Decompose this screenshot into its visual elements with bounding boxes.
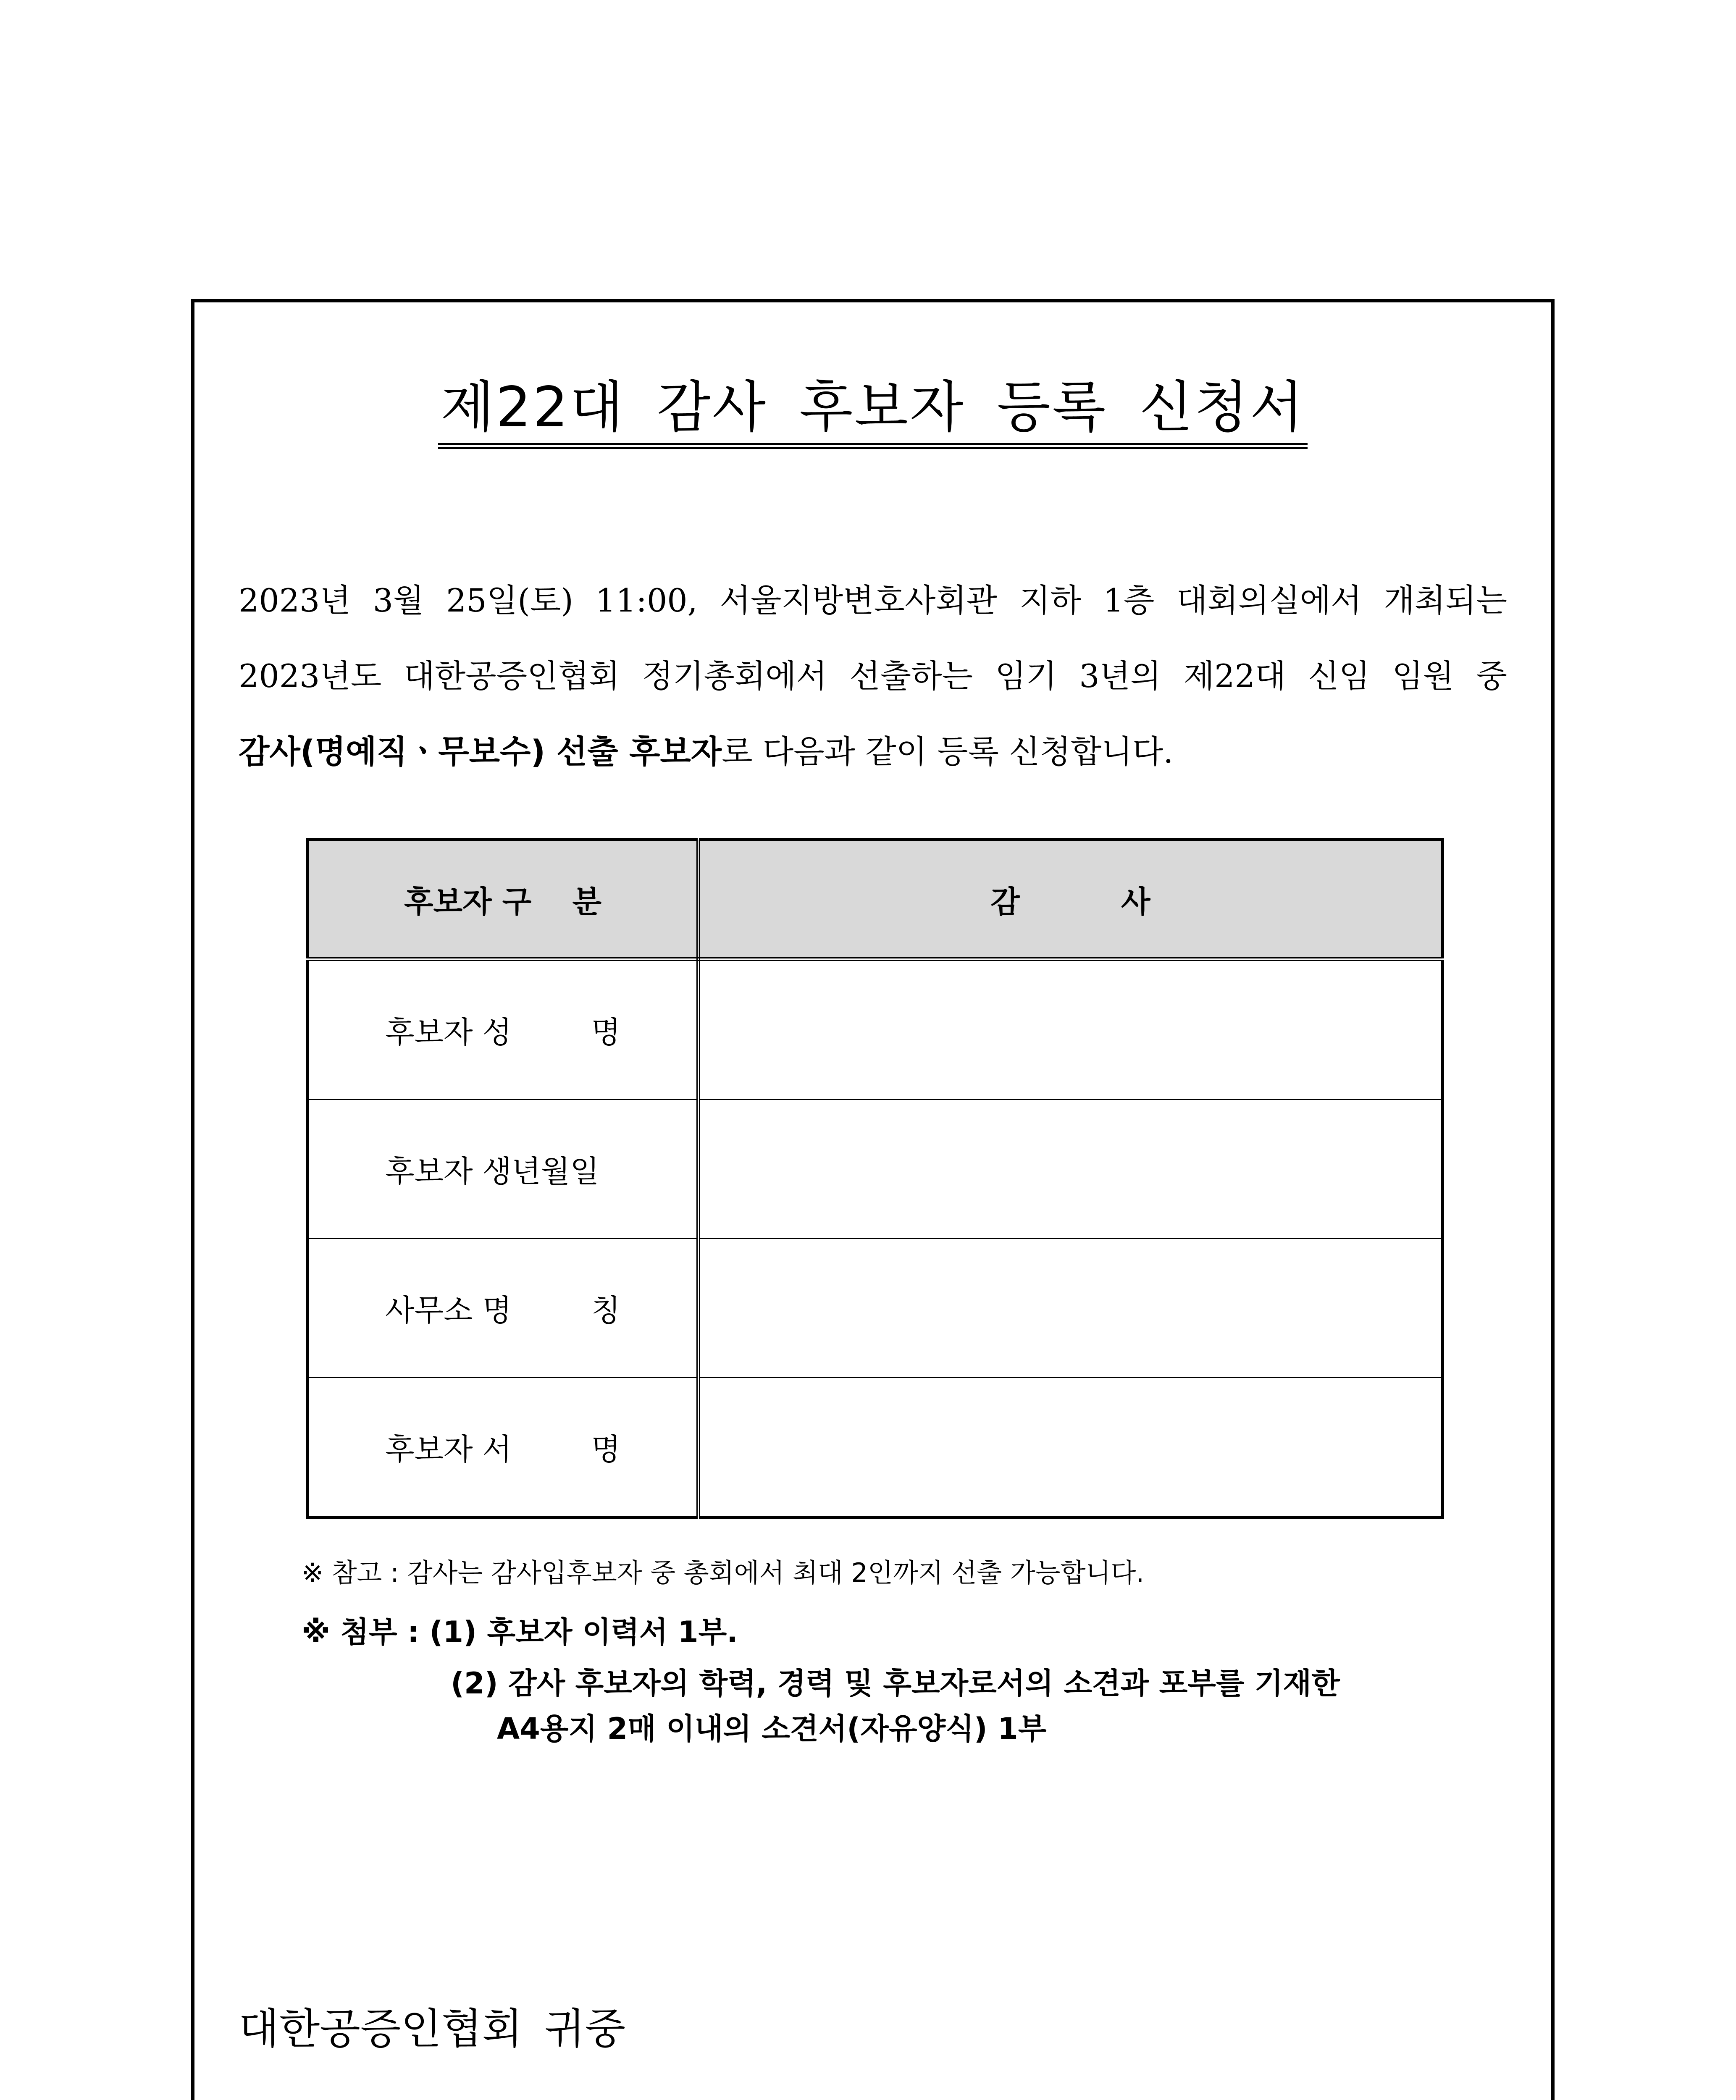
header-value-a: 감: [990, 884, 1020, 919]
intro-paragraph: [239, 563, 1507, 790]
header-label-b: 분: [572, 884, 601, 919]
row-label-a: 후보자 성: [385, 1015, 512, 1050]
table-row-signature: [307, 1378, 1442, 1518]
title-text: 제22대 감사 후보자 등록 신청서: [438, 377, 1308, 449]
header-value-cell: [699, 840, 1443, 959]
form-frame: [191, 299, 1555, 2100]
intro-line-3: [239, 714, 1507, 790]
row-label-cell: [307, 1100, 699, 1239]
row-label-a: 후보자 생년월일: [385, 1154, 599, 1189]
reference-note: ※ 참고 : 감사는 감사입후보자 중 총회에서 최대 2인까지 선출 가능합니다.: [302, 1557, 1145, 1588]
header-value-b: 사: [1121, 884, 1150, 919]
table-row-office: [307, 1239, 1442, 1378]
row-label-b: 칭: [591, 1293, 620, 1328]
signature-input-cell[interactable]: [699, 1378, 1443, 1518]
addressee: 대한공증인협회 귀중: [239, 2004, 626, 2053]
table-row-name: [307, 959, 1442, 1100]
office-input-cell[interactable]: [699, 1239, 1443, 1378]
header-label-cell: [307, 840, 699, 959]
attachment-item-2: (2) 감사 후보자의 학력, 경력 및 후보자로서의 소견과 포부를 기재한: [451, 1666, 1340, 1701]
row-label-cell: [307, 959, 699, 1100]
row-label-b: 명: [591, 1432, 620, 1467]
table-row-birthdate: [307, 1100, 1442, 1239]
intro-rest-text: 로 다음과 같이 등록 신청합니다.: [722, 733, 1174, 770]
row-label-a: 사무소 명: [385, 1293, 512, 1328]
birthdate-input-cell[interactable]: [699, 1100, 1443, 1239]
row-label-b: 명: [591, 1015, 620, 1050]
attachment-prefix: ※ 첨부 :: [302, 1615, 430, 1649]
name-input-cell[interactable]: [699, 959, 1443, 1100]
row-label-cell: [307, 1378, 699, 1518]
intro-line-1: 2023년 3월 25일(토) 11:00, 서울지방변호사회관 지하 1층 대회의실에서 개최되는: [239, 582, 1507, 619]
attachment-item-2-continued: A4용지 2매 이내의 소견서(자유양식) 1부: [497, 1712, 1047, 1746]
intro-line-2: 2023년도 대한공증인협회 정기총회에서 선출하는 임기 3년의 제22대 신임 임원 중: [239, 657, 1507, 695]
intro-bold-text: 감사(명예직ㆍ무보수) 선출 후보자: [239, 733, 722, 770]
row-label-a: 후보자 서: [385, 1432, 512, 1467]
row-label-cell: [307, 1239, 699, 1378]
candidate-table: [306, 838, 1444, 1519]
header-label-a: 후보자 구: [404, 884, 532, 919]
attachment-item-1-text: (1) 후보자 이력서 1부.: [429, 1615, 738, 1649]
page-title: [194, 377, 1551, 449]
attachment-item-1: [302, 1609, 738, 1651]
table-header-row: [307, 840, 1442, 959]
